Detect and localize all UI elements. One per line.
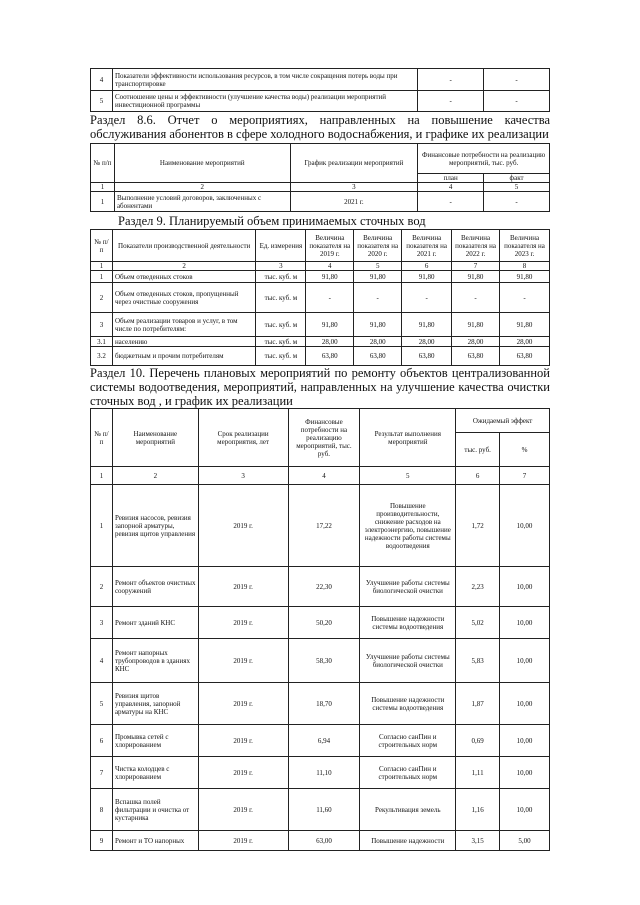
- value-cell: -: [306, 283, 354, 313]
- value-cell: 91,80: [452, 271, 500, 283]
- measure-name: Выполнение условий договоров, заключенных с абонентами: [114, 192, 290, 212]
- indicator-name: Объем реализации товаров и услуг, в том числе по потребителям:: [112, 313, 255, 337]
- effect-rub-cell: 1,87: [456, 683, 500, 725]
- col-number: 4: [418, 183, 484, 192]
- effect-pct-cell: 10,00: [500, 757, 550, 789]
- row-number: 7: [91, 757, 113, 789]
- effect-rub-cell: 1,16: [456, 789, 500, 831]
- table-row: [91, 607, 550, 639]
- value-cell: 91,80: [452, 313, 500, 337]
- column-number-row: [91, 183, 550, 192]
- header-2020: Величина показателя на 2020 г.: [354, 230, 402, 262]
- row-number: 1: [91, 271, 113, 283]
- row-number: 1: [91, 192, 115, 212]
- table-row: [91, 485, 550, 567]
- col-number: 2: [114, 183, 290, 192]
- measure-name: Ревизия щитов управления, запорной арматуры на КНС: [112, 683, 198, 725]
- header-schedule: График реализации мероприятий: [290, 144, 418, 183]
- col-number: 3: [256, 262, 306, 271]
- term-cell: 2019 г.: [198, 725, 288, 757]
- unit-cell: тыс. куб. м: [256, 313, 306, 337]
- table-row: [91, 283, 550, 313]
- value-cell: 63,80: [500, 347, 550, 366]
- value-cell: 91,80: [306, 271, 354, 283]
- effect-rub-cell: 1,72: [456, 485, 500, 567]
- finance-cell: 22,30: [288, 567, 360, 607]
- result-cell: Согласно санПин и строительных норм: [360, 725, 456, 757]
- table-row: [91, 192, 550, 212]
- header-name: Наименование мероприятий: [112, 409, 198, 467]
- measure-name: Ремонт объектов очистных сооружений: [112, 567, 198, 607]
- value-cell: 63,80: [306, 347, 354, 366]
- col-number: 2: [112, 467, 198, 485]
- header-2021: Величина показателя на 2021 г.: [402, 230, 452, 262]
- table-row: [91, 313, 550, 337]
- measure-name: Промывка сетей с хлорированием: [112, 725, 198, 757]
- finance-cell: 58,30: [288, 639, 360, 683]
- indicator-name: Объем отведенных стоков, пропущенный через очистные сооружения: [112, 283, 255, 313]
- effect-rub-cell: 1,11: [456, 757, 500, 789]
- value-cell: 91,80: [354, 313, 402, 337]
- term-cell: 2019 г.: [198, 485, 288, 567]
- table-row: [91, 725, 550, 757]
- finance-cell: 50,20: [288, 607, 360, 639]
- row-number: 3: [91, 607, 113, 639]
- table-row: [91, 91, 550, 112]
- term-cell: 2019 г.: [198, 607, 288, 639]
- table-header-row: [91, 144, 550, 174]
- effect-pct-cell: 10,00: [500, 683, 550, 725]
- header-2023: Величина показателя на 2023 г.: [500, 230, 550, 262]
- measure-name: Ремонт напорных трубопроводов в зданиях КНС: [112, 639, 198, 683]
- effect-rub-cell: 3,15: [456, 831, 500, 851]
- value-cell: 28,00: [452, 337, 500, 347]
- finance-cell: 6,94: [288, 725, 360, 757]
- result-cell: Повышение надежности: [360, 831, 456, 851]
- row-number: 8: [91, 789, 113, 831]
- value-cell: 91,80: [402, 313, 452, 337]
- indicator-name: населению: [112, 337, 255, 347]
- value-cell: -: [354, 283, 402, 313]
- effect-rub-cell: 2,23: [456, 567, 500, 607]
- col-number: 1: [91, 262, 113, 271]
- term-cell: 2019 г.: [198, 567, 288, 607]
- effect-pct-cell: 10,00: [500, 725, 550, 757]
- top-table: [90, 68, 550, 112]
- header-plan: план: [418, 174, 484, 183]
- col-number: 6: [402, 262, 452, 271]
- unit-cell: тыс. куб. м: [256, 347, 306, 366]
- col-number: 4: [306, 262, 354, 271]
- table-row: [91, 683, 550, 725]
- effect-pct-cell: 10,00: [500, 485, 550, 567]
- table-row: [91, 567, 550, 607]
- effect-pct-cell: 10,00: [500, 789, 550, 831]
- indicator-name: бюджетным и прочим потребителям: [112, 347, 255, 366]
- result-cell: Улучшение работы системы биологической очистки: [360, 567, 456, 607]
- table-row: [91, 639, 550, 683]
- finance-cell: 63,00: [288, 831, 360, 851]
- effect-rub-cell: 5,83: [456, 639, 500, 683]
- finance-cell: 17,22: [288, 485, 360, 567]
- header-term: Срок реализации мероприятия, лет: [198, 409, 288, 467]
- fact-cell: -: [484, 192, 550, 212]
- col-number: 2: [112, 262, 255, 271]
- header-num: № п/ п: [91, 230, 113, 262]
- finance-cell: 18,70: [288, 683, 360, 725]
- row-number: 6: [91, 725, 113, 757]
- section-9-table: [90, 229, 550, 366]
- header-num: № п/п: [91, 409, 113, 467]
- value-cell: 91,80: [500, 271, 550, 283]
- row-number: 4: [91, 69, 113, 91]
- col-number: 1: [91, 183, 115, 192]
- value-cell: 63,80: [402, 347, 452, 366]
- value-cell: -: [402, 283, 452, 313]
- row-number: 1: [91, 485, 113, 567]
- term-cell: 2019 г.: [198, 683, 288, 725]
- col-number: 7: [500, 467, 550, 485]
- header-2019: Величина показателя на 2019 г.: [306, 230, 354, 262]
- value-cell: 63,80: [354, 347, 402, 366]
- header-finance: Финансовые потребности на реализацию мероприятий, тыс. руб.: [418, 144, 550, 174]
- header-fact: факт: [484, 174, 550, 183]
- effect-rub-cell: 0,69: [456, 725, 500, 757]
- unit-cell: тыс. куб. м: [256, 337, 306, 347]
- header-indicator: Показатели производственной деятельности: [112, 230, 255, 262]
- col-number: 3: [198, 467, 288, 485]
- value-cell: 91,80: [402, 271, 452, 283]
- section-8-6-title: Раздел 8.6. Отчет о мероприятиях, направленных на повышение качества обслуживания абонентов в сфере холодного водоснабжения, и графике их реализации: [90, 113, 550, 141]
- col-number: 1: [91, 467, 113, 485]
- col-number: 5: [484, 183, 550, 192]
- value-cell: 91,80: [306, 313, 354, 337]
- value-cell: 28,00: [306, 337, 354, 347]
- col-number: 6: [456, 467, 500, 485]
- row-number: 2: [91, 283, 113, 313]
- indicator-name: Объем отведенных стоков: [112, 271, 255, 283]
- effect-pct-cell: 10,00: [500, 607, 550, 639]
- col-number: 7: [452, 262, 500, 271]
- col-number: 4: [288, 467, 360, 485]
- col-number: 5: [354, 262, 402, 271]
- table-row: [91, 757, 550, 789]
- value-cell: 91,80: [500, 313, 550, 337]
- value-cell: -: [500, 283, 550, 313]
- measure-name: Ремонт зданий КНС: [112, 607, 198, 639]
- section-8-6-table: [90, 143, 550, 212]
- measure-name: Вспашка полей фильтрации и очистка от кустарника: [112, 789, 198, 831]
- result-cell: Повышение производительности, снижение расходов на электроэнергию, повышение надежности работы системы водоотведения: [360, 485, 456, 567]
- table-row: [91, 271, 550, 283]
- result-cell: Повышение надежности системы водоотведения: [360, 607, 456, 639]
- header-pct: %: [500, 433, 550, 467]
- value-cell: -: [418, 91, 484, 112]
- effect-rub-cell: 5,02: [456, 607, 500, 639]
- value-cell: -: [418, 69, 484, 91]
- table-row: [91, 831, 550, 851]
- unit-cell: тыс. куб. м: [256, 283, 306, 313]
- header-rub: тыс. руб.: [456, 433, 500, 467]
- unit-cell: тыс. куб. м: [256, 271, 306, 283]
- col-number: 3: [290, 183, 418, 192]
- measure-name: Ремонт и ТО напорных: [112, 831, 198, 851]
- table-header-row: [91, 230, 550, 262]
- section-9-title: Раздел 9. Планируемый объем принимаемых сточных вод: [118, 214, 426, 228]
- header-unit: Ед. измерения: [256, 230, 306, 262]
- term-cell: 2019 г.: [198, 639, 288, 683]
- row-number: 5: [91, 683, 113, 725]
- section-10-table: [90, 408, 550, 851]
- effect-pct-cell: 5,00: [500, 831, 550, 851]
- header-effect: Ожидаемый эффект: [456, 409, 550, 433]
- finance-cell: 11,10: [288, 757, 360, 789]
- table-row: [91, 789, 550, 831]
- row-number: 5: [91, 91, 113, 112]
- measure-name: Чистка колодцев с хлорированием: [112, 757, 198, 789]
- result-cell: Повышение надежности системы водоотведения: [360, 683, 456, 725]
- value-cell: 91,80: [354, 271, 402, 283]
- value-cell: 28,00: [354, 337, 402, 347]
- row-number: 3: [91, 313, 113, 337]
- table-row: [91, 337, 550, 347]
- row-number: 3.2: [91, 347, 113, 366]
- header-name: Наименование мероприятий: [114, 144, 290, 183]
- col-number: 8: [500, 262, 550, 271]
- table-row: [91, 69, 550, 91]
- value-cell: 63,80: [452, 347, 500, 366]
- table-row: [91, 347, 550, 366]
- finance-cell: 11,60: [288, 789, 360, 831]
- header-2022: Величина показателя на 2022 г.: [452, 230, 500, 262]
- value-cell: 28,00: [402, 337, 452, 347]
- plan-cell: -: [418, 192, 484, 212]
- term-cell: 2019 г.: [198, 789, 288, 831]
- measure-name: Ревизия насосов, ревизия запорной арматуры, ревизия щитов управления: [112, 485, 198, 567]
- value-cell: -: [484, 91, 550, 112]
- header-num: № п/п: [91, 144, 115, 183]
- effect-pct-cell: 10,00: [500, 639, 550, 683]
- result-cell: Улучшение работы системы биологической очистки: [360, 639, 456, 683]
- value-cell: -: [484, 69, 550, 91]
- value-cell: 28,00: [500, 337, 550, 347]
- col-number: 5: [360, 467, 456, 485]
- column-number-row: [91, 467, 550, 485]
- schedule-cell: 2021 г.: [290, 192, 418, 212]
- header-finance: Финансовые потребности на реализацию мероприятий, тыс. руб.: [288, 409, 360, 467]
- section-10-title: Раздел 10. Перечень плановых мероприятий по ремонту объектов централизованной системы водоотведения, мероприятий, направленных на улучшение качества очистки сточных вод , и график их реализации: [90, 366, 550, 408]
- row-number: 2: [91, 567, 113, 607]
- term-cell: 2019 г.: [198, 757, 288, 789]
- column-number-row: [91, 262, 550, 271]
- row-number: 4: [91, 639, 113, 683]
- indicator-name: Показатели эффективности использования ресурсов, в том числе сокращения потерь воды при транспортировке: [112, 69, 417, 91]
- indicator-name: Соотношение цены и эффективности (улучшение качества воды) реализации мероприятий инвестиционной программы: [112, 91, 417, 112]
- table-header-row: [91, 409, 550, 433]
- result-cell: Согласно санПин и строительных норм: [360, 757, 456, 789]
- term-cell: 2019 г.: [198, 831, 288, 851]
- result-cell: Рекультивация земель: [360, 789, 456, 831]
- value-cell: -: [452, 283, 500, 313]
- effect-pct-cell: 10,00: [500, 567, 550, 607]
- row-number: 9: [91, 831, 113, 851]
- row-number: 3.1: [91, 337, 113, 347]
- header-result: Результат выполнения мероприятий: [360, 409, 456, 467]
